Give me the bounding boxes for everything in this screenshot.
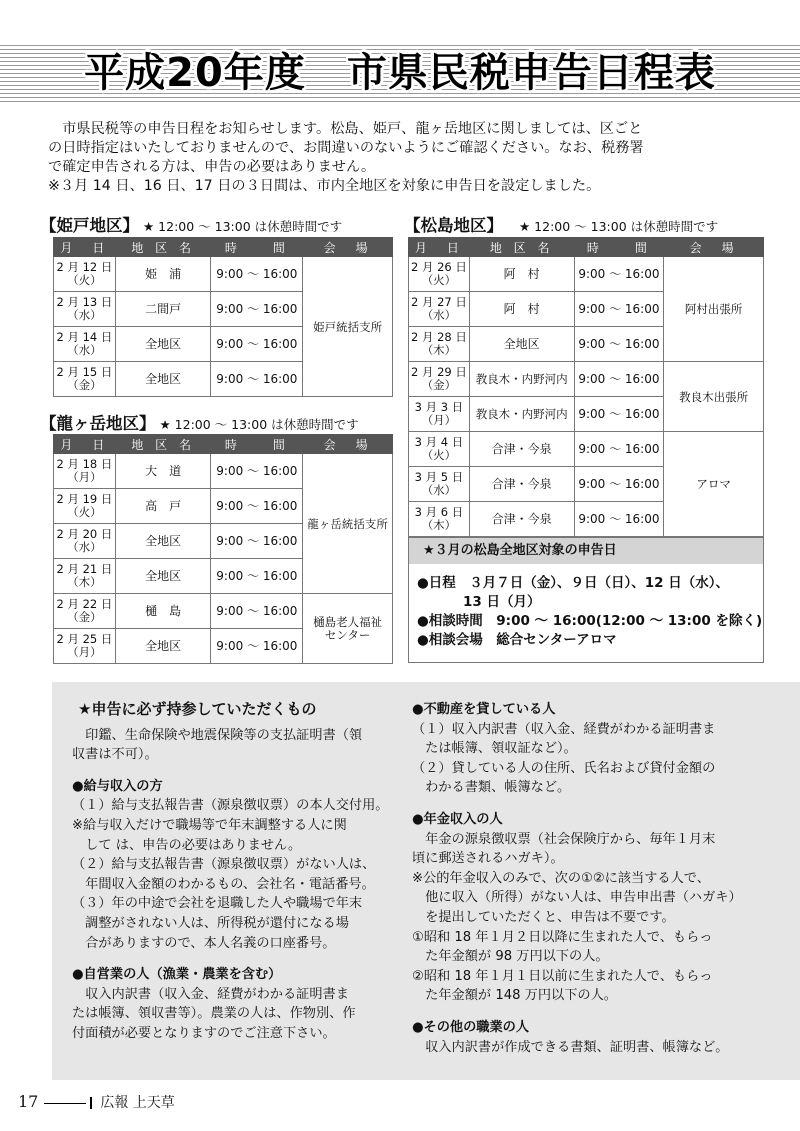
march-dates-2: 13 日（月）: [463, 594, 541, 610]
selfemployed-heading: ●自営業の人（漁業・農業を含む）: [72, 967, 282, 983]
matsushima-table: 月 日 地 区 名 時 間 会 場 2 月 26 日 （火） 阿 村 9:00 ～ 16:00 阿村出張所 2 月 27 日 （水） 阿 村 9:00 ～ 16:00 2 月 28 日 （木） 全地区 9:00 ～ 16:00 2 月 29 日 （金） 教良木・内野河内 9:00 ～ 16:00 教良木出張所 3 月 3 日 （月） 教良木・内野河内 9:00 ～ 16:00 3 月 4 日 （火） 合津・今泉 9:00 ～ 16:00 アロマ 3 月 5 日 （水） 合津・今泉 9:00 ～ 16:00 3 月 6 日 （木） 合津・今泉 9:00 ～ 16:00: [408, 237, 764, 537]
realestate-heading: ●不動産を貸している人: [412, 702, 556, 717]
footer-rule: [44, 1103, 86, 1104]
ryugatake-place-2: 樋島老人福祉 センター: [303, 594, 393, 664]
march-schedule-box: [408, 537, 764, 663]
table-row: 2 月 20 日 （水） 全地区 9:00 ～ 16:00: [54, 524, 393, 559]
matsushima-name: 【松島地区】: [404, 216, 503, 235]
intro-paragraph: 市県民税等の申告日程をお知らせします。松島、姫戸、龍ヶ岳地区に関しましては、区ごと の日時指定はいたしておりませんので、お間違いのないようにご確認ください。なお、税務署 で確定申告される方は、申告の必要はありません。: [48, 121, 644, 175]
table-row: 2 月 26 日 （火） 阿 村 9:00 ～ 16:00 阿村出張所: [409, 257, 764, 292]
salary-text: （１）給与支払報告書（源泉徴収票）の本人交付用。 ※給与収入だけで職場等で年末調整する人に関 して は、申告の必要はありません。 （２）給与支払報告書（源泉徴収票）がない人は、 年間収入金額のわかるもの、会社名・電話番号。 （３）年の中途で会社を退職した人や職場で年末 調整がされない人は、所得税が還付になる場 合がありますので、本人名義の口座番号。: [72, 798, 389, 951]
pension-text: 年金の源泉徴収票（社会保険庁から、毎年１月末 頃に郵送されるハガキ）。 ※公的年金収入のみで、次の①②に該当する人で、 他に収入（所得）がない人は、申告申出書（ハガキ） を提出していただくと、申告は不要です。 ①昭和 18 年１月２日以降に生まれた人で、もらっ た年金額が 98 万円以下の人。 ②昭和 18 年１月１日以前に生まれた人で、もらっ た年金額が 148 万円以下の人。: [412, 831, 742, 1004]
himedo-name: 【姫戸地区】: [40, 216, 139, 235]
page-number: 17: [18, 1092, 39, 1111]
table-row: 2 月 28 日 （木） 全地区 9:00 ～ 16:00: [409, 327, 764, 362]
salary-heading: ●給与収入の方: [72, 778, 163, 794]
col-date: 月 日: [54, 238, 116, 257]
table-row: 2 月 13 日 （水） 二間戸 9:00 ～ 16:00: [54, 292, 393, 327]
required-heading: ★申告に必ず持参していただくもの: [78, 700, 317, 718]
march-hours: ●相談時間 9:00 ～ 16:00(12:00 ～ 13:00 を除く): [417, 613, 763, 629]
table-row: 3 月 3 日 （月） 教良木・内野河内 9:00 ～ 16:00: [409, 397, 764, 432]
col-time: 時 間: [211, 238, 303, 257]
matsushima-break-note: ★ 12:00 ～ 13:00 は休憩時間です: [519, 219, 719, 234]
table-row: 2 月 12 日 （火） 姫 浦 9:00 ～ 16:00 姫戸統括支所: [54, 257, 393, 292]
himedo-place: 姫戸統括支所: [303, 257, 393, 397]
table-row: 2 月 27 日 （水） 阿 村 9:00 ～ 16:00: [409, 292, 764, 327]
himedo-table: [53, 237, 393, 397]
table-row: 2 月 19 日 （火） 高 戸 9:00 ～ 16:00: [54, 489, 393, 524]
table-row: 2 月 22 日 （金） 樋 島 9:00 ～ 16:00 樋島老人福祉 センター: [54, 594, 393, 629]
ryugatake-heading: [40, 410, 359, 434]
pension-heading: ●年金収入の人: [412, 811, 503, 827]
page-footer: [18, 1092, 175, 1112]
matsushima-place-2: 教良木出張所: [664, 362, 764, 432]
table-row: 2 月 21 日 （木） 全地区 9:00 ～ 16:00: [54, 559, 393, 594]
right-column: [412, 700, 782, 1057]
ryugatake-table: 月 日 地 区 名 時 間 会 場 2 月 18 日 （月） 大 道 9:00 ～ 16:00 龍ヶ岳統括支所 2 月 19 日 （火） 高 戸 9:00 ～ 16:00 2 月 20 日 （水） 全地区 9:00 ～ 16:00 2 月 21 日 （木） 全地区 9:00 ～ 16:00 2 月 22 日 （金） 樋 島 9:00 ～ 16:00 樋島老人福祉 センター 2 月 25 日 （月） 全地区 9:00 ～ 16:00: [53, 434, 393, 664]
col-place: 会 場: [303, 238, 393, 257]
himedo-heading: [40, 212, 342, 236]
table-row: 2 月 29 日 （金） 教良木・内野河内 9:00 ～ 16:00 教良木出張所: [409, 362, 764, 397]
table-row: 3 月 5 日 （水） 合津・今泉 9:00 ～ 16:00: [409, 467, 764, 502]
table-row: 3 月 4 日 （火） 合津・今泉 9:00 ～ 16:00 アロマ: [409, 432, 764, 467]
matsushima-place-3: アロマ: [664, 432, 764, 537]
ryugatake-place-1: 龍ヶ岳統括支所: [303, 454, 393, 594]
table-row: 2 月 25 日 （月） 全地区 9:00 ～ 16:00: [54, 629, 393, 664]
realestate-text: （１）収入内訳書（収入金、経費がわかる証明書ま たは帳簿、領収証など）。 （２）貸している人の住所、氏名および貸付金額の わかる書類、帳簿など。: [412, 721, 716, 796]
other-text: 収入内訳書が作成できる書類、証明書、帳簿など。: [412, 1039, 729, 1055]
table-row: 3 月 6 日 （木） 合津・今泉 9:00 ～ 16:00: [409, 502, 764, 537]
matsushima-heading: [404, 212, 718, 236]
publication-name: 広報 上天草: [100, 1095, 175, 1111]
footer-bar: [90, 1097, 92, 1109]
matsushima-place-1: 阿村出張所: [664, 257, 764, 362]
intro-note: ※３月 14 日、16 日、17 日の３日間は、市内全地区を対象に申告日を設定しました。: [48, 178, 601, 194]
other-heading: ●その他の職業の人: [412, 1019, 530, 1035]
march-header: ★３月の松島全地区対象の申告日: [409, 538, 763, 564]
required-text: 印鑑、生命保険や地震保険等の支払証明書（領 収書は不可）。: [72, 727, 363, 763]
march-dates: ●日程 ３月７日（金）、９日（日）、12 日（水）、: [417, 575, 730, 591]
selfemployed-text: 収入内訳書（収入金、経費がわかる証明書ま たは帳簿、領収書等）。農業の人は、作物別、作 付面積が必要となりますのでご注意下さい。: [72, 986, 356, 1041]
table-row: 2 月 18 日 （月） 大 道 9:00 ～ 16:00 龍ヶ岳統括支所: [54, 454, 393, 489]
page-title: 平成20年度 市県民税申告日程表: [84, 50, 716, 96]
left-column: [72, 700, 398, 1044]
march-venue: ●相談会場 総合センターアロマ: [417, 632, 617, 648]
ryugatake-name: 【龍ヶ岳地区】: [40, 414, 156, 433]
himedo-break-note: ★ 12:00 ～ 13:00 は休憩時間です: [143, 219, 343, 234]
ryugatake-break-note: ★ 12:00 ～ 13:00 は休憩時間です: [159, 417, 359, 432]
table-row: 2 月 15 日 （金） 全地区 9:00 ～ 16:00: [54, 362, 393, 397]
table-row: 2 月 14 日 （水） 全地区 9:00 ～ 16:00: [54, 327, 393, 362]
intro: [48, 120, 748, 196]
col-area: 地 区 名: [115, 238, 211, 257]
